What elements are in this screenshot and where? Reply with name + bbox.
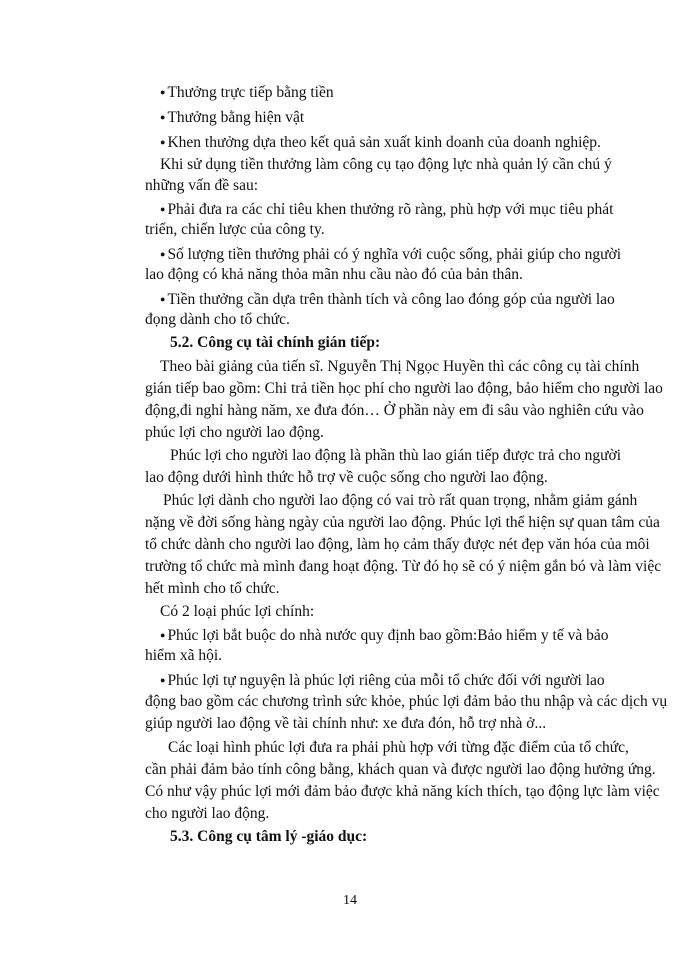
- page-number: 14: [343, 893, 357, 908]
- paragraph-line: giúp người lao động về tài chính như: xe đưa đón, hỗ trợ nhà ở...: [145, 715, 547, 732]
- paragraph-line: triển, chiến lược của công ty.: [145, 221, 325, 238]
- paragraph-line: Các loại hình phúc lợi đưa ra phải phù hợp với từng đặc điểm của tổ chức,: [168, 739, 629, 756]
- paragraph-line: lao động dưới hình thức hỗ trợ về cuộc sống cho người lao động.: [145, 469, 548, 486]
- bullet-item: ● Thưởng trực tiếp bằng tiền: [160, 84, 334, 101]
- paragraph-line: phúc lợi cho người lao động.: [145, 424, 324, 441]
- paragraph-line: hiểm xã hội.: [145, 647, 223, 664]
- paragraph-line: lao động có khả năng thỏa mãn nhu cầu nào đó của bản thân.: [145, 266, 523, 283]
- bullet-item: ● Phúc lợi bắt buộc do nhà nước quy định bao gồm:Bảo hiểm y tế và bảo: [160, 627, 609, 644]
- bullet-item: ● Số lượng tiền thưởng phải có ý nghĩa với cuộc sống, phải giúp cho người: [160, 246, 622, 263]
- bullet-item: ● Phải đưa ra các chỉ tiêu khen thưởng rõ ràng, phù hợp với mục tiêu phát: [160, 201, 614, 218]
- paragraph-line: những vấn đề sau:: [145, 177, 259, 194]
- paragraph-line: Theo bài giảng của tiến sĩ. Nguyễn Thị Ngọc Huyền thì các công cụ tài chính: [160, 358, 640, 375]
- paragraph-line: Có như vậy phúc lợi mới đảm bảo được khả năng kích thích, tạo động lực làm việc: [145, 783, 660, 800]
- paragraph-line: Khi sử dụng tiền thưởng làm công cụ tạo động lực nhà quản lý cần chú ý: [160, 156, 612, 173]
- bullet-dot-icon: ●: [160, 87, 166, 97]
- paragraph-line: gián tiếp bao gồm: Chi trả tiền học phí cho người lao động, bảo hiểm cho người lao: [145, 380, 663, 397]
- paragraph-line: nặng về đời sống hàng ngày của người lao động. Phúc lợi thể hiện sự quan tâm của: [145, 514, 660, 531]
- bullet-dot-icon: ●: [160, 294, 166, 304]
- section-heading-5-2: 5.2. Công cụ tài chính gián tiếp:: [170, 334, 381, 351]
- bullet-dot-icon: ●: [160, 249, 166, 259]
- paragraph-line: cần phải đảm bảo tính công bằng, khách quan và được người lao động hưởng ứng.: [145, 761, 656, 778]
- paragraph-line: động bao gồm các chương trình sức khỏe, phúc lợi đảm bảo thu nhập và các dịch vụ: [145, 693, 668, 710]
- bullet-item: ● Phúc lợi tự nguyện là phúc lợi riêng của mỗi tổ chức đối với người lao: [160, 672, 605, 689]
- bullet-dot-icon: ●: [160, 630, 166, 640]
- bullet-item: ● Khen thưởng dựa theo kết quả sản xuất kinh doanh của doanh nghiệp.: [160, 134, 601, 151]
- paragraph-line: động,đi nghỉ hàng năm, xe đưa đón… Ở phần này em đi sâu vào nghiên cứu vào: [145, 402, 644, 419]
- paragraph-line: tổ chức dành cho người lao động, làm họ cảm thấy được nét đẹp văn hóa của môi: [145, 536, 650, 553]
- paragraph-line: hết mình cho tổ chức.: [145, 580, 280, 597]
- section-heading-5-3: 5.3. Công cụ tâm lý -giáo dục:: [170, 828, 368, 845]
- paragraph-line: Phúc lợi dành cho người lao động có vai trò rất quan trọng, nhằm giảm gánh: [163, 492, 638, 509]
- paragraph-line: trường tổ chức mà mình đang hoạt động. Từ đó họ sẽ có ý niệm gắn bó và làm việc: [145, 558, 662, 575]
- paragraph-line: Phúc lợi cho người lao động là phần thù lao gián tiếp được trả cho người: [170, 447, 621, 464]
- paragraph-line: đọng dành cho tổ chức.: [145, 311, 290, 328]
- bullet-dot-icon: ●: [160, 112, 166, 122]
- paragraph-line: Có 2 loại phúc lợi chính:: [160, 603, 315, 620]
- bullet-item: ● Thưởng bằng hiện vật: [160, 109, 305, 126]
- bullet-item: ● Tiền thưởng cần dựa trên thành tích và công lao đóng góp của người lao: [160, 291, 615, 308]
- bullet-dot-icon: ●: [160, 137, 166, 147]
- bullet-dot-icon: ●: [160, 675, 166, 685]
- bullet-dot-icon: ●: [160, 204, 166, 214]
- paragraph-line: cho người lao động.: [145, 805, 270, 822]
